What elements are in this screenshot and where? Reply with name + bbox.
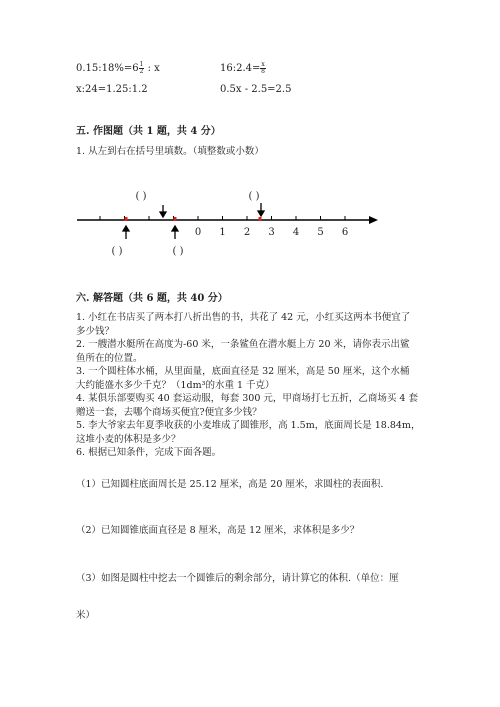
fraction-2 [260,62,265,75]
subquestion-1: （1）已知圆柱底面周长是 25.12 厘米，高是 20 厘米，求圆柱的表面积. [76,479,384,490]
question-3-line-1: 3. 一个圆柱体水桶，从里面量，底面直径是 32 厘米，高是 50 厘米，这个水桶 [76,366,410,377]
up-arrow-icon [123,226,129,239]
question-2-line-1: 2. 一艘潜水艇所在高度为-60 米，一条鲨鱼在潜水艇上方 20 米，请你表示出鲨 [76,339,410,350]
question-1-line-1: 1. 小红在书店买了两本打八折出售的书，共花了 42 元，小红买这两本书便宜了 [76,312,411,323]
tick-label: 3 [268,227,275,238]
equation-1-suffix: : x [144,63,160,74]
fraction-2-denominator: 8 [261,68,265,75]
section-6-title: 六. 解答题（共 6 题，共 40 分） [76,293,228,304]
bottom-paren-2: ( ) [172,246,184,257]
question-5-line-2: 这堆小麦的体积是多少？ [76,433,181,445]
question-1-line-2: 多少钱？ [76,325,115,337]
tick-label: 2 [243,227,251,238]
axis-arrowhead-icon [369,216,378,224]
equation-2 [220,62,266,75]
subquestion-2: （2）已知圆锥底面直径是 8 厘米，高是 12 厘米，求体积是多少？ [76,525,360,536]
fraction-1-denominator: 2 [139,68,144,75]
equation-1 [76,62,160,75]
top-paren-1: ( ) [135,191,147,202]
question-3-line-2: 大约能盛水多少千克？（1dm³的水重 1 千克） [76,379,275,391]
question-4-line-1: 4. 某俱乐部要购买 40 套运动服，每套 300 元，甲商场打七五折，乙商场买 4 套 [76,393,418,404]
fraction-2-numerator: x [261,61,265,68]
down-arrow-icon [258,203,264,216]
equation-3: x:24=1.25:1.2 [76,84,148,95]
point-marker [125,217,128,221]
section-5-question-1: 1. 从左到右在括号里填数。（填整数或小数） [76,146,264,157]
tick-label: 5 [317,227,324,238]
bottom-paren-1: ( ) [111,246,123,257]
fraction-1-numerator: 1 [139,61,144,68]
question-6: 6. 根据已知条件，完成下面各题。 [76,447,222,458]
tick-label: 6 [341,227,349,238]
point-marker [259,217,262,221]
number-line-figure [74,183,394,263]
down-arrow-icon [160,205,166,217]
equation-2-prefix: 16:2.4= [220,63,261,74]
up-arrow-icon [172,226,178,239]
question-2-line-2: 鱼所在的位置。 [76,352,143,364]
subquestion-3-line-2: 米） [76,610,96,621]
section-5-title: 五. 作图题（共 1 题，共 4 分） [76,126,221,137]
question-5-line-1: 5. 李大爷家去年夏季收获的小麦堆成了圆锥形，高 1.5m，底面周长是 18.84m， [76,420,421,431]
tick-label: 4 [292,227,300,238]
top-paren-2: ( ) [248,191,260,202]
section-6-questions [76,311,426,460]
equation-1-prefix: 0.15:18%=6 [76,63,139,74]
tick-label: 1 [219,227,226,238]
point-marker [174,217,177,221]
subquestion-3-line-1: （3）如图是圆柱中挖去一个圆锥后的剩余部分，请计算它的体积.（单位：厘 [76,573,399,584]
equation-4: 0.5x - 2.5=2.5 [220,84,292,95]
tick-label: 0 [194,227,202,238]
question-4-line-2: 赠送一套，去哪个商场买便宜?便宜多少钱？ [76,406,262,418]
